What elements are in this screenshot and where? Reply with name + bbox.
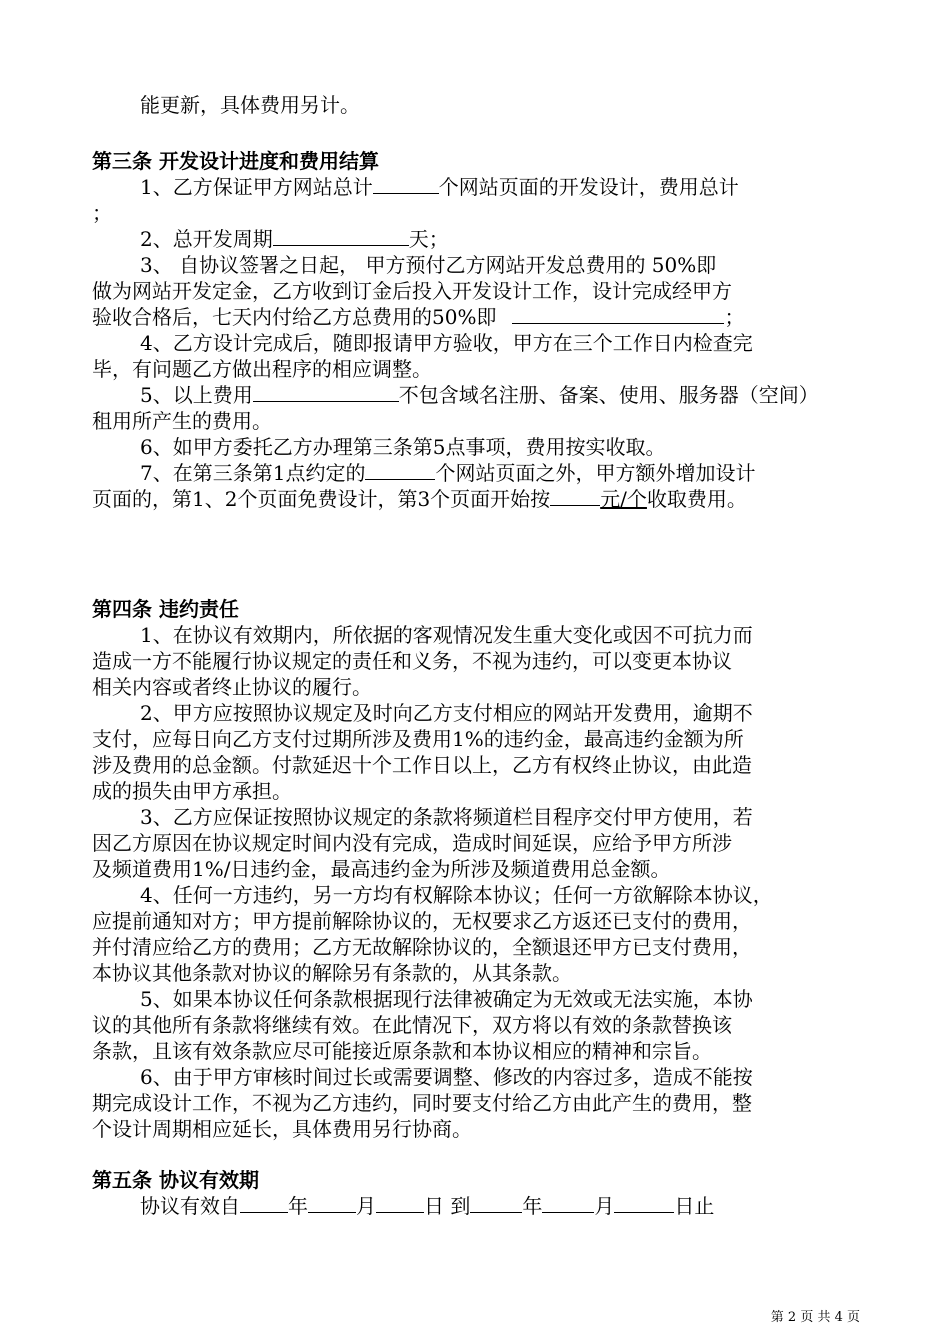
blank-field xyxy=(273,227,409,246)
section4-line: 2、甲方应按照协议规定及时向乙方支付相应的网站开发费用，逾期不 xyxy=(140,701,753,725)
unit-price-label: 元/个 xyxy=(600,487,647,511)
section4-line: 成的损失由甲方承担。 xyxy=(92,779,292,803)
section4-line: 因乙方原因在协议规定时间内没有完成，造成时间延误，应给予甲方所涉 xyxy=(92,831,732,855)
section4-line: 期完成设计工作，不视为乙方违约，同时要支付给乙方由此产生的费用，整 xyxy=(92,1091,752,1115)
section4-line: 本协议其他条款对协议的解除另有条款的，从其条款。 xyxy=(92,961,572,985)
section3-item3: 3、 自协议签署之日起， 甲方预付乙方网站开发总费用的 50%即 xyxy=(140,253,717,277)
blank-field xyxy=(542,1194,594,1213)
section3-item5: 5、以上费用 不包含域名注册、备案、使用、服务器（空间） xyxy=(140,383,819,407)
section3-item4: 4、乙方设计完成后，随即报请甲方验收，甲方在三个工作日内检查完 xyxy=(140,331,753,355)
section4-line: 议的其他所有条款将继续有效。在此情况下，双方将以有效的条款替换该 xyxy=(92,1013,732,1037)
page-number-footer: 第 2 页 共 4 页 xyxy=(770,1310,860,1325)
blank-field xyxy=(253,383,399,402)
continuation-line: 能更新，具体费用另计。 xyxy=(140,93,360,117)
blank-field xyxy=(512,305,724,324)
section4-line: 支付，应每日向乙方支付过期所涉及费用1%的违约金，最高违约金额为所 xyxy=(92,727,744,751)
section3-item1-cont: ； xyxy=(92,201,112,225)
section5-heading: 第五条 协议有效期 xyxy=(92,1168,259,1192)
section4-line: 3、乙方应保证按照协议规定的条款将频道栏目程序交付甲方使用，若 xyxy=(140,805,753,829)
section4-line: 应提前通知对方；甲方提前解除协议的，无权要求乙方返还已支付的费用， xyxy=(92,909,752,933)
section4-line: 条款，且该有效条款应尽可能接近原条款和本协议相应的精神和宗旨。 xyxy=(92,1039,712,1063)
validity-period-line: 协议有效自 年 月 日 到 年 月 日止 xyxy=(140,1194,715,1218)
section4-heading: 第四条 违约责任 xyxy=(92,597,239,621)
section4-line: 5、如果本协议任何条款根据现行法律被确定为无效或无法实施，本协 xyxy=(140,987,753,1011)
section4-line: 并付清应给乙方的费用；乙方无故解除协议的，全额退还甲方已支付费用， xyxy=(92,935,752,959)
section4-line: 6、由于甲方审核时间过长或需要调整、修改的内容过多，造成不能按 xyxy=(140,1065,753,1089)
blank-field xyxy=(376,1194,424,1213)
section3-item4-cont: 毕，有问题乙方做出程序的相应调整。 xyxy=(92,357,432,381)
blank-field xyxy=(240,1194,288,1213)
blank-field xyxy=(308,1194,356,1213)
blank-field xyxy=(470,1194,522,1213)
section3-item2: 2、总开发周期 天； xyxy=(140,227,449,251)
section3-item3-cont: 做为网站开发定金，乙方收到订金后投入开发设计工作，设计完成经甲方 xyxy=(92,279,732,303)
section3-item6: 6、如甲方委托乙方办理第三条第5点事项，费用按实收取。 xyxy=(140,435,666,459)
blank-field xyxy=(373,175,439,194)
section4-line: 4、任何一方违约，另一方均有权解除本协议；任何一方欲解除本协议， xyxy=(140,883,773,907)
section4-line: 相关内容或者终止协议的履行。 xyxy=(92,675,372,699)
section4-line: 及频道费用1%/日违约金，最高违约金为所涉及频道费用总金额。 xyxy=(92,857,671,881)
section4-line: 1、在协议有效期内，所依据的客观情况发生重大变化或因不可抗力而 xyxy=(140,623,753,647)
blank-field xyxy=(550,487,600,506)
section4-line: 个设计周期相应延长，具体费用另行协商。 xyxy=(92,1117,472,1141)
section4-line: 涉及费用的总金额。付款延迟十个工作日以上，乙方有权终止协议，由此造 xyxy=(92,753,752,777)
section3-item1: 1、乙方保证甲方网站总计 个网站页面的开发设计，费用总计 xyxy=(140,175,739,199)
section3-heading: 第三条 开发设计进度和费用结算 xyxy=(92,149,379,173)
section3-item7-cont: 页面的，第1、2个页面免费设计，第3个页面开始按 元/个收取费用。 xyxy=(92,487,747,511)
section3-item3-cont2: 验收合格后，七天内付给乙方总费用的50%即 ； xyxy=(92,305,745,329)
section3-item5-cont: 租用所产生的费用。 xyxy=(92,409,272,433)
section4-line: 造成一方不能履行协议规定的责任和义务，不视为违约，可以变更本协议 xyxy=(92,649,732,673)
blank-field xyxy=(614,1194,674,1213)
blank-field xyxy=(365,461,435,480)
section3-item7: 7、在第三条第1点约定的 个网站页面之外，甲方额外增加设计 xyxy=(140,461,756,485)
